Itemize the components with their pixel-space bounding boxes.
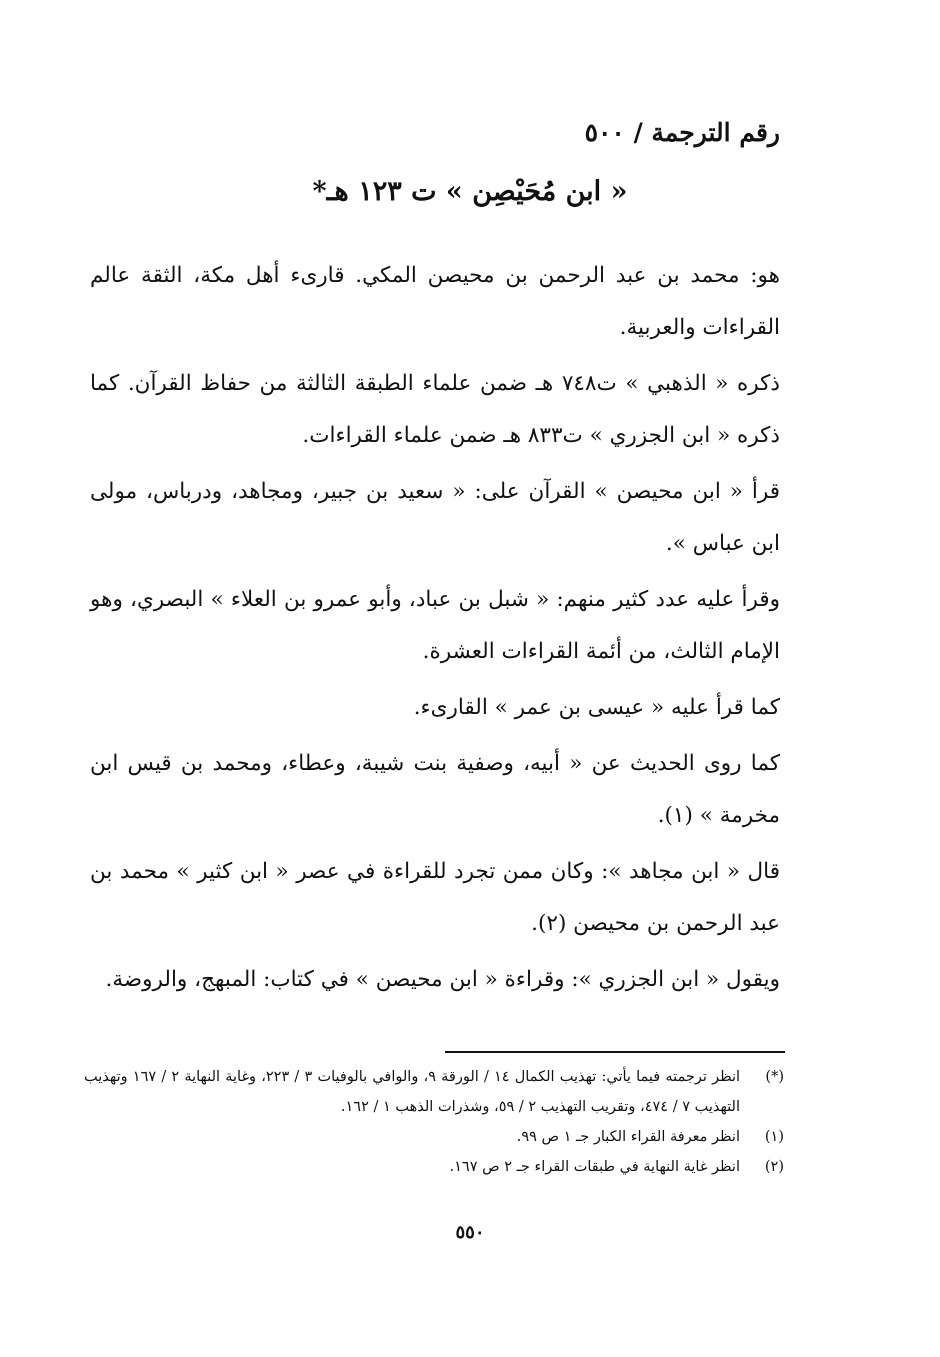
paragraph-teachers: قرأ « ابن محيصن » القرآن على: « سعيد بن جبير، ومجاهد، ودرباس، مولى ابن عباس ». [90,479,780,556]
footnote-text: انظر معرفة القراء الكبار جـ ١ ص ٩٩. [516,1129,740,1145]
entry-number: رقم الترجمة / ٥٠٠ [584,118,780,147]
paragraph-identity: هو: محمد بن عبد الرحمن بن محيصن المكي. قارىء أهل مكة، الثقة عالم القراءات والعربية. [90,263,780,340]
entry-title: « ابن مُحَيْصِن » ت ١٢٣ هـ* [312,176,628,207]
paragraph-ibn-jazari: ويقول « ابن الجزري »: وقراءة « ابن محيصن » في كتاب: المبهج، والروضة. [105,967,780,992]
biography-text [90,250,780,1010]
footnote-divider [445,1051,785,1053]
footnote-mark: (٢) [764,1159,784,1175]
paragraph-hadith: كما روى الحديث عن « أبيه، وصفية بنت شيبة، وعطاء، ومحمد بن قيس ابن مخرمة » (١). [90,751,780,828]
paragraph-students: وقرأ عليه عدد كثير منهم: « شبل بن عباد، وأبو عمرو بن العلاء » البصري، وهو الإمام الثالث، من أئمة القراءات العشرة. [90,587,780,664]
footnote-text: انظر غاية النهاية في طبقات القراء جـ ٢ ص ١٦٧. [449,1159,740,1175]
footnote-item [84,1122,784,1152]
page-number: ٥٥٠ [455,1222,485,1243]
paragraph-ibn-mujahid: قال « ابن مجاهد »: وكان ممن تجرد للقراءة في عصر « ابن كثير » محمد بن عبد الرحمن بن محيصن (٢). [90,859,780,936]
paragraph-student-isa: كما قرأ عليه « عيسى بن عمر » القارىء. [413,695,780,720]
footnote-item [84,1062,784,1122]
footnote-text: انظر ترجمته فيما يأتي: تهذيب الكمال ١٤ / الورقة ٩، والوافي بالوفيات ٣ / ٢٢٣، وغاية النهاية ٢ / ١٦٧ وتهذيب التهذيب ٧ / ٤٧٤، وتقريب التهذيب ٢ / ٥٩، وشذرات الذهب ١ / ١٦٢. [84,1069,741,1115]
footnote-mark: (*) [765,1069,784,1085]
footnote-item [84,1152,784,1182]
paragraph-mentions: ذكره « الذهبي » ت٧٤٨ هـ ضمن علماء الطبقة الثالثة من حفاظ القرآن. كما ذكره « ابن الجزري » ت٨٣٣ هـ ضمن علماء القراءات. [90,371,780,448]
footnotes [84,1062,784,1182]
footnote-mark: (١) [764,1129,784,1145]
